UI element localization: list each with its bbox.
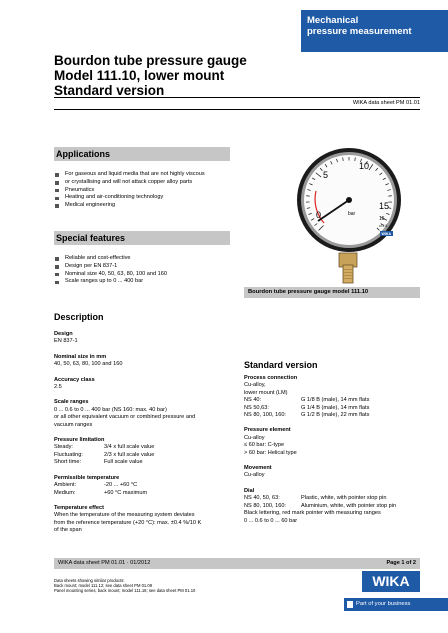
gauge-image [296,145,408,285]
datasheet-ref: WIKA data sheet PM 01.01 [352,100,420,106]
gauge-class: cl 2.5 [379,224,388,228]
datasheet-divider [54,109,420,110]
pressure-element-line-1: Cu-alloy [244,434,265,441]
description-heading: Description [54,312,104,322]
title-line-1: Bourdon tube pressure gauge [54,53,247,68]
dial-line-4: 0 ... 0.6 to 0 ... 60 bar [244,517,298,524]
dial-row: NS 40, 50, 63: Plastic, white, with pointer stop pin [244,495,387,502]
gauge-label-15: 15 [379,201,390,211]
dial-heading: Dial [244,487,255,494]
title-line-3: Standard version [54,83,165,98]
scale-heading: Scale ranges [54,399,89,406]
gauge-label-10: 10 [359,161,370,171]
temperature-row: Ambient: -20 ... +60 °C [54,482,138,489]
pressure-limit-row: Fluctuating: 2/3 x full scale value [54,451,155,458]
process-connection-row: NS 80, 100, 160: G 1/2 B (male), 22 mm flats [244,412,370,419]
footer-notes [54,578,304,594]
slogan-bar [344,598,448,611]
footer-note-3: Panel mounting series, back mount; model 111.16; see data sheet PM 01.10 [54,588,196,594]
temperature-row: Medium: +60 °C maximum [54,489,148,496]
accuracy-value: 2.5 [54,384,62,391]
gauge-label-0: 0 [316,210,322,220]
title-line-2: Model 111.10, lower mount [54,68,225,83]
pressure-limit-row: Steady: 3/4 x full scale value [54,444,155,451]
gauge-label-5: 5 [323,170,329,180]
category-line-2: pressure measurement [307,26,412,37]
temperature-heading: Permissible temperature [54,474,120,481]
design-heading: Design [54,331,73,337]
temp-effect-heading: Temperature effect [54,504,104,511]
gauge-label-16: 16 [379,216,385,222]
standard-version-section [244,360,434,525]
pressure-element-line-3: > 60 bar: Helical type [244,449,297,456]
process-connection-row: NS 40: G 1/8 B (male), 14 mm flats [244,397,370,404]
gauge-unit: bar [348,211,356,217]
gauge-thread [343,265,353,283]
applications-heading: Applications [54,147,230,161]
design-value: EN 837-1 [54,338,78,345]
temp-effect-line-3: of the span [54,527,82,534]
list-item: Heating and air-conditioning technology [54,194,239,202]
scale-line-3: vacuum ranges [54,421,93,428]
list-item: Reliable and cost-effective [54,255,239,263]
page-title [54,53,247,98]
category-tag [301,10,448,52]
standard-version-heading: Standard version [244,360,318,370]
gauge-hub [346,197,352,203]
process-connection-heading: Process connection [244,375,298,381]
process-connection-row: NS 50,63: G 1/4 B (male), 14 mm flats [244,404,370,411]
process-connection-line-1: Cu-alloy, [244,382,266,389]
wika-logo: WIKA [362,571,420,592]
title-divider [54,97,420,98]
list-item: Scale ranges up to 0 ... 400 bar [54,278,239,286]
scale-line-1: 0 ... 0.6 to 0 ... 400 bar (NS 160: max. 40 bar) [54,406,167,413]
list-item: For gaseous and liquid media that are not highly viscous [54,171,239,179]
category-line-1: Mechanical [307,15,359,26]
pressure-limit-row: Short time: Full scale value [54,459,143,466]
list-item: or crystallising and will not attack copper alloy parts [54,179,239,187]
footer-note-1: Data sheets showing similar products: [54,578,125,583]
gauge-logo: WIKA [381,232,392,236]
temp-effect-line-1: When the temperature of the measuring system deviates [54,512,195,519]
process-connection-line-2: lower mount (LM) [244,389,288,396]
applications-list [54,171,239,210]
list-item: Design per EN 837-1 [54,263,239,271]
dial-row: NS 80, 100, 160: Aluminium, white, with pointer stop pin [244,502,397,509]
features-heading: Special features [54,231,230,245]
description-section [54,312,234,535]
scale-line-2: or all other equivalent vacuum or combined pressure and [54,414,196,421]
nominal-size-value: 40, 50, 63, 80, 100 and 160 [54,361,123,368]
movement-heading: Movement [244,465,272,472]
footer-note-2: Back mount; model 111.12; see data sheet PM 01.09 [54,583,153,589]
accuracy-heading: Accuracy class [54,376,95,383]
list-item: Pneumatics [54,187,239,195]
temp-effect-line-2: from the reference temperature (+20 °C): max. ±0.4 %/10 K [54,519,202,526]
slogan-text: Part of your business [356,601,411,607]
slogan-icon [347,601,353,608]
dial-line-3: Black lettering, red mark pointer with measuring ranges [244,510,381,517]
footer-left: WIKA data sheet PM 01.01 · 01/2012 [58,560,151,566]
movement-value: Cu-alloy [244,472,265,479]
figure-caption: Bourdon tube pressure gauge model 111.10 [244,287,420,298]
features-list [54,255,239,286]
pressure-element-line-2: ≤ 60 bar: C-type [244,442,285,449]
nominal-size-heading: Nominal size in mm [54,353,107,360]
footer-bar [54,558,420,569]
list-item: Medical engineering [54,202,239,210]
pressure-element-heading: Pressure element [244,427,291,434]
footer-page: Page 1 of 2 [386,560,416,566]
pressure-limit-heading: Pressure limitation [54,437,105,444]
list-item: Nominal size 40, 50, 63, 80, 100 and 160 [54,271,239,279]
